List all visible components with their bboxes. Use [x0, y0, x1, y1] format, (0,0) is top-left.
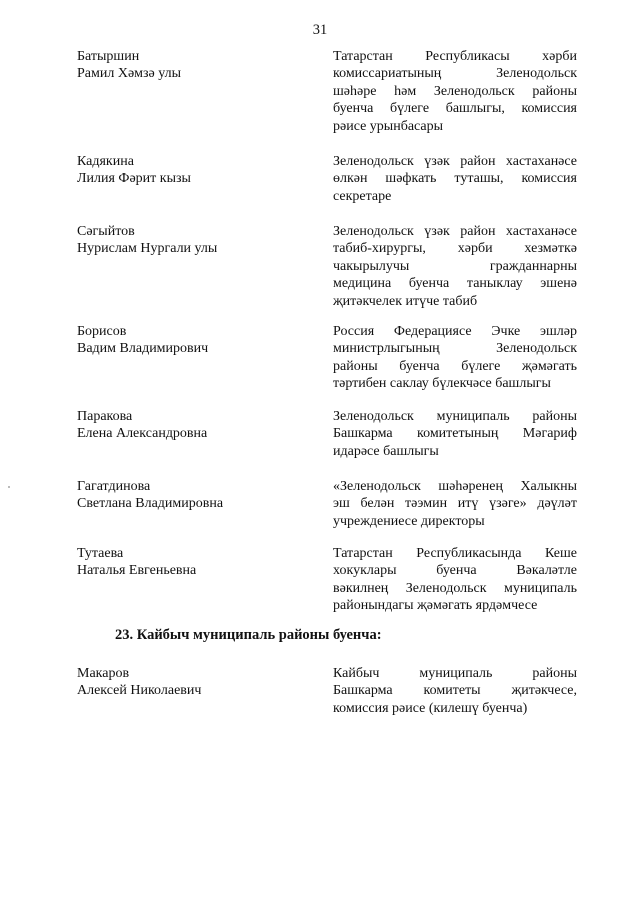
member-role: [333, 545, 577, 615]
member-role-line: тәртибен саклау бүлекчәсе башлыгы: [333, 376, 551, 392]
member-name: [77, 223, 317, 258]
member-role-line: Башкарма комитеты җитәкчесе,: [333, 683, 577, 699]
member-role-line: комиссия рәисе (килешү буенча): [333, 700, 528, 716]
member-role-line: Зеленодольск үзәк район хастаханәсе: [333, 224, 577, 239]
member-role-line: Башкарма комитетының Мәгариф: [333, 426, 577, 442]
member-role-line: районы буенча бүлеге җәмәгать: [333, 358, 577, 374]
member-role-line: Кайбыч муниципаль районы: [333, 666, 577, 681]
member-role-line: Татарстан Республикасында Кеше: [333, 546, 577, 561]
member-name-line: Елена Александровна: [77, 426, 208, 442]
page-number: 31: [312, 22, 328, 38]
member-name-line: Нурислам Нургали улы: [77, 241, 218, 257]
member-role: [333, 665, 577, 717]
member-role-line: рәисе урынбасары: [333, 118, 444, 134]
member-role-line: «Зеленодольск шәһәренең Халыкны: [333, 479, 577, 494]
member-name-line: Батыршин: [77, 49, 140, 64]
member-role-line: учреждениесе директоры: [333, 513, 485, 529]
member-role-line: медицина буенча таныклау эшенә: [333, 276, 577, 292]
member-role-line: комиссариатының Зеленодольск: [333, 66, 577, 82]
member-name-line: Алексей Николаевич: [77, 683, 202, 699]
member-name-line: Макаров: [77, 666, 130, 681]
member-role-line: министрлыгының Зеленодольск: [333, 341, 577, 357]
member-name: [77, 408, 317, 443]
member-role-line: Россия Федерациясе Эчке эшләр: [333, 324, 577, 339]
member-name: [77, 665, 317, 700]
member-role-line: чакырылучы гражданнарны: [333, 258, 577, 274]
member-role: [333, 478, 577, 530]
member-role-line: өлкән шәфкать туташы, комиссия: [333, 171, 577, 187]
member-name-line: Паракова: [77, 409, 133, 424]
member-role-line: Зеленодольск муниципаль районы: [333, 409, 577, 424]
member-name-line: Тутаева: [77, 546, 124, 561]
member-name-line: Кадякина: [77, 154, 134, 169]
member-role: [333, 223, 577, 310]
member-role-line: Татарстан Республикасы хәрби: [333, 49, 577, 64]
member-name-line: Наталья Евгеньевна: [77, 563, 197, 579]
member-name: [77, 153, 317, 188]
member-role: [333, 48, 577, 135]
member-role-line: Зеленодольск үзәк район хастаханәсе: [333, 154, 577, 169]
section-heading: 23. Кайбыч муниципаль районы буенча:: [115, 627, 382, 643]
member-role-line: хокуклары буенча Вәкаләтле: [333, 563, 577, 579]
member-role-line: секретаре: [333, 188, 392, 204]
member-role-line: вәкилнең Зеленодольск муниципаль: [333, 580, 577, 596]
member-role-line: идарәсе башлыгы: [333, 443, 439, 459]
member-name: [77, 545, 317, 580]
member-name-line: Гагатдинова: [77, 479, 151, 494]
member-name-line: Борисов: [77, 324, 127, 339]
member-role: [333, 323, 577, 393]
member-name: [77, 478, 317, 513]
member-role-line: җитәкчелек итүче табиб: [333, 293, 478, 309]
member-role: [333, 153, 577, 205]
member-role: [333, 408, 577, 460]
scan-dot: [8, 486, 10, 488]
member-role-line: буенча бүлеге башлыгы, комиссия: [333, 101, 577, 117]
member-name-line: Рамил Хәмзә улы: [77, 66, 182, 82]
member-name: [77, 48, 317, 83]
member-name-line: Светлана Владимировна: [77, 496, 224, 512]
member-name-line: Лилия Фәрит кызы: [77, 171, 191, 187]
member-role-line: шәһәре һәм Зеленодольск районы: [333, 83, 577, 99]
member-role-line: табиб-хирургы, хәрби хезмәткә: [333, 241, 577, 257]
member-name-line: Сәгыйтов: [77, 224, 135, 239]
member-name: [77, 323, 317, 358]
member-role-line: районындагы җәмәгать ярдәмчесе: [333, 598, 538, 614]
member-role-line: эш белән тәэмин итү үзәге» дәүләт: [333, 496, 577, 512]
member-name-line: Вадим Владимирович: [77, 341, 209, 357]
